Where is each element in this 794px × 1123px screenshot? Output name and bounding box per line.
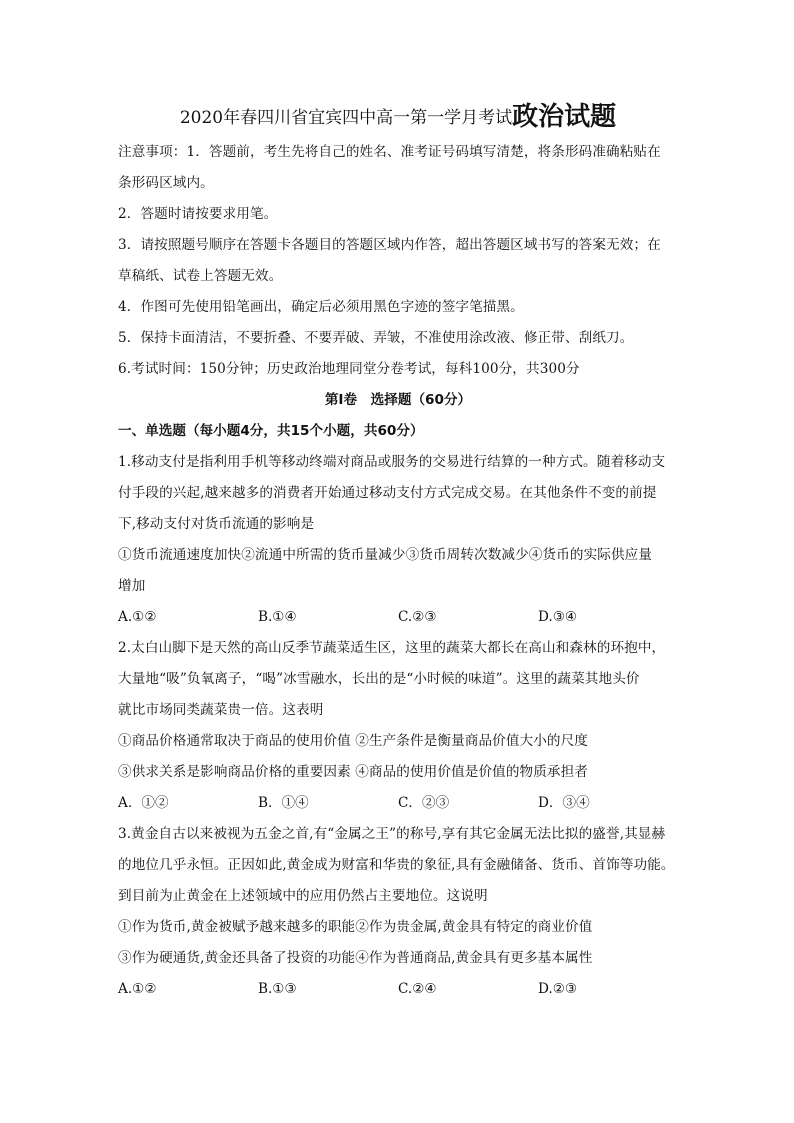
question-stem-line: 下,移动支付对货币流通的影响是 bbox=[118, 516, 315, 532]
instruction-line: 条形码区域内。 bbox=[118, 175, 214, 191]
section-heading: 第I卷 选择题（60分） bbox=[324, 392, 472, 408]
option-b: B.①③ bbox=[258, 981, 297, 997]
answer-options bbox=[118, 788, 678, 819]
option-b: B．①④ bbox=[258, 795, 309, 811]
question-item-line: ①作为货币,黄金被赋予越来越多的职能②作为贵金属,黄金具有特定的商业价值 bbox=[118, 919, 593, 935]
question-item-line: ①货币流通速度加快②流通中所需的货币量减少③货币周转次数减少④货币的实际供应量 bbox=[118, 547, 653, 563]
question-stem-line: 2.太白山脚下是天然的高山反季节蔬菜适生区，这里的蔬菜大都长在高山和森林的环抱中， bbox=[118, 640, 666, 656]
question-stem-line: 大量地“吸”负氧离子，“喝”冰雪融水，长出的是“小时候的味道”。这里的蔬菜其地头价 bbox=[118, 671, 640, 687]
instructions bbox=[118, 137, 678, 385]
instruction-line: 注意事项：1．答题前，考生先将自己的姓名、准考证号码填写清楚，将条形码准确粘贴在 bbox=[118, 144, 661, 160]
question-stem-line: 到目前为止黄金在上述领域中的应用仍然占主要地位。这说明 bbox=[118, 888, 488, 904]
question-1 bbox=[118, 447, 678, 633]
option-d: D．③④ bbox=[538, 795, 590, 811]
part-heading: 一、单选题（每小题4分，共15个小题，共60分） bbox=[118, 423, 424, 439]
option-b: B.①④ bbox=[258, 609, 297, 625]
question-item-line: ③供求关系是影响商品价格的重要因素 ④商品的使用价值是价值的物质承担者 bbox=[118, 764, 589, 780]
exam-title bbox=[118, 100, 678, 135]
question-3 bbox=[118, 819, 678, 1005]
option-a: A．①② bbox=[118, 795, 169, 811]
option-c: C.②③ bbox=[398, 609, 437, 625]
question-2 bbox=[118, 633, 678, 819]
exam-page bbox=[118, 100, 678, 1005]
question-stem-line: 就比市场同类蔬菜贵一倍。这表明 bbox=[118, 702, 324, 718]
exam-title-subject: 政治试题 bbox=[512, 102, 617, 132]
instruction-line: 4．作图可先使用铅笔画出，确定后必须用黑色字迹的签字笔描黑。 bbox=[118, 299, 524, 315]
option-d: D.③④ bbox=[538, 609, 578, 625]
instruction-line: 草稿纸、试卷上答题无效。 bbox=[118, 268, 283, 284]
option-a: A.①② bbox=[118, 981, 157, 997]
option-a: A.①② bbox=[118, 609, 157, 625]
option-d: D.②③ bbox=[538, 981, 578, 997]
question-stem-line: 1.移动支付是指利用手机等移动终端对商品或服务的交易进行结算的一种方式。随着移动支 bbox=[118, 454, 666, 470]
answer-options bbox=[118, 602, 678, 633]
instruction-line: 6.考试时间：150分钟；历史政治地理同堂分卷考试，每科100分，共300分 bbox=[118, 361, 580, 377]
option-c: C．②③ bbox=[398, 795, 450, 811]
question-item-line: ①商品价格通常取决于商品的使用价值 ②生产条件是衡量商品价值大小的尺度 bbox=[118, 733, 589, 749]
instruction-line: 2．答题时请按要求用笔。 bbox=[118, 206, 278, 222]
question-stem-line: 付手段的兴起,越来越多的消费者开始通过移动支付方式完成交易。在其他条件不变的前提 bbox=[118, 485, 657, 501]
question-item-line: ③作为硬通货,黄金还具备了投资的功能④作为普通商品,黄金具有更多基本属性 bbox=[118, 950, 593, 966]
instruction-line: 3．请按照题号顺序在答题卡各题目的答题区域内作答，超出答题区域书写的答案无效；在 bbox=[118, 237, 661, 253]
question-stem-line: 的地位几乎永恒。正因如此,黄金成为财富和华贵的象征,具有金融储备、货币、首饰等功能。 bbox=[118, 857, 675, 873]
exam-title-main: 2020年春四川省宜宾四中高一第一学月考试 bbox=[179, 108, 513, 128]
question-item-line: 增加 bbox=[118, 578, 146, 594]
option-c: C.②④ bbox=[398, 981, 437, 997]
answer-options bbox=[118, 974, 678, 1005]
question-stem-line: 3.黄金自古以来被视为五金之首,有“金属之王”的称号,享有其它金属无法比拟的盛誉,其显赫 bbox=[118, 826, 666, 842]
instruction-line: 5．保持卡面清洁，不要折叠、不要弄破、弄皱，不准使用涂改液、修正带、刮纸刀。 bbox=[118, 330, 634, 346]
